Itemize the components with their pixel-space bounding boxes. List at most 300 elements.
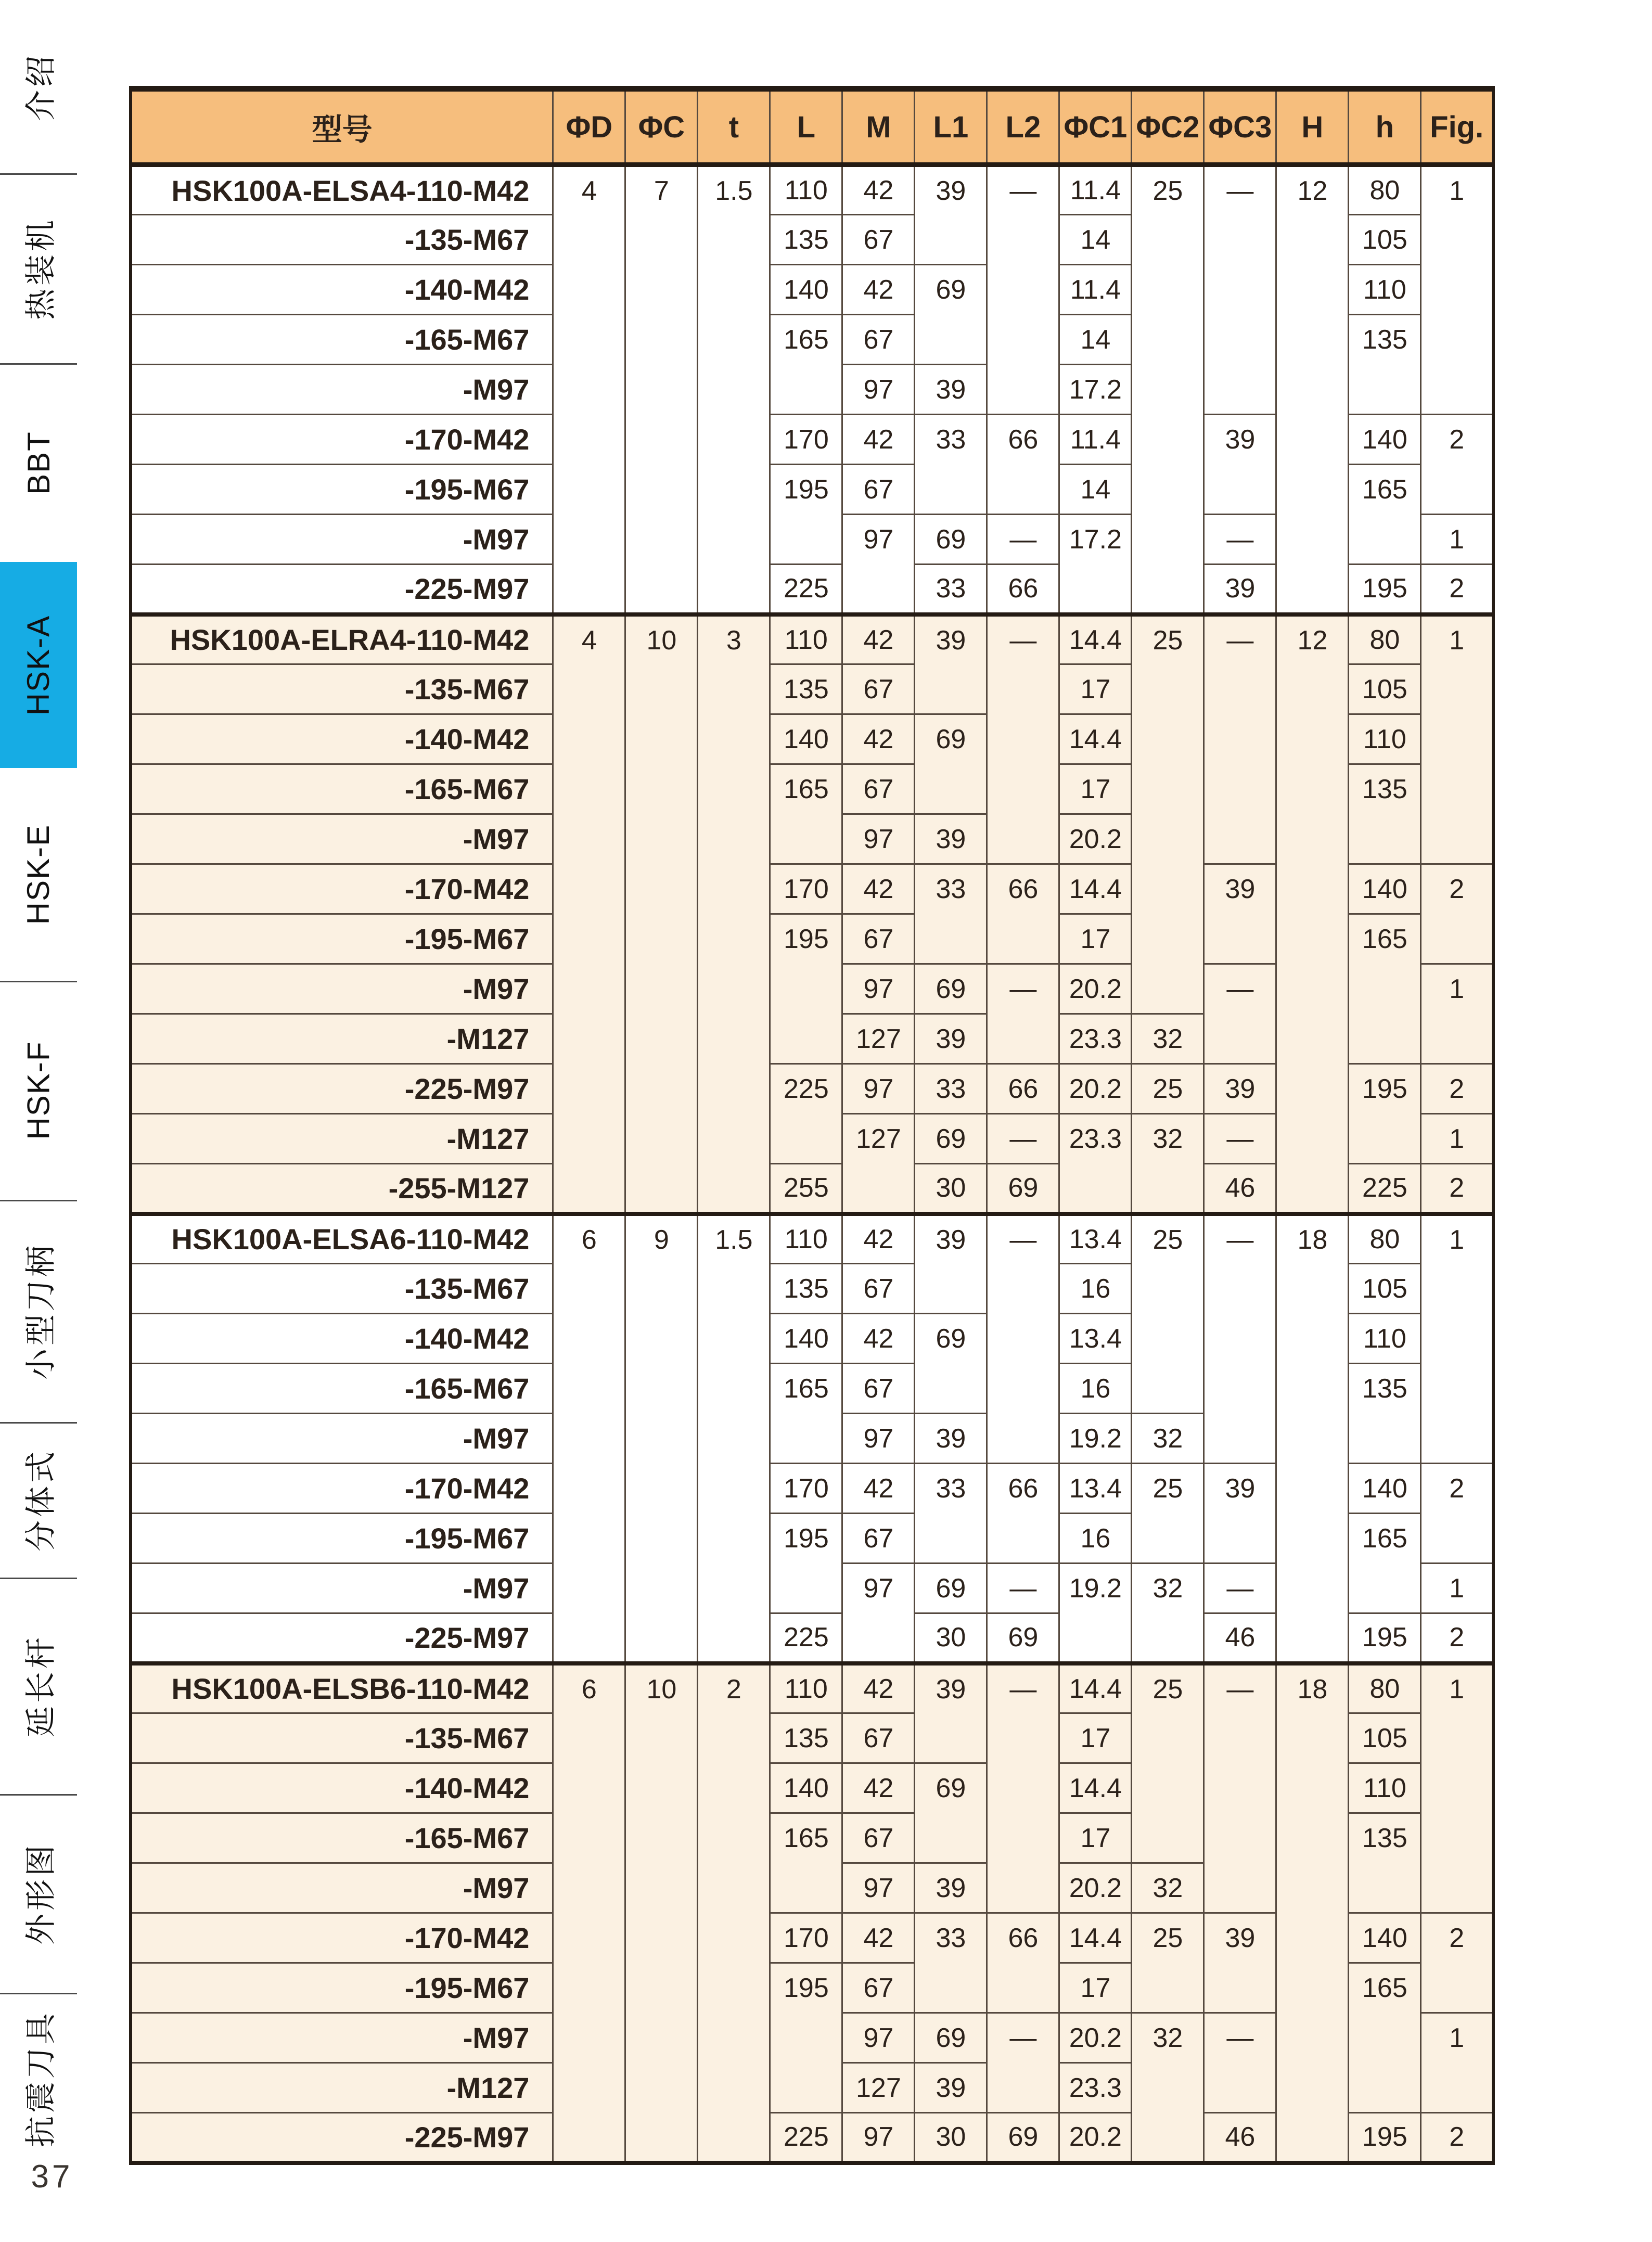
value-cell: — [987, 1114, 1059, 1164]
value-cell: 2 [1421, 415, 1493, 465]
value-cell: 10 [625, 614, 698, 664]
sidebar-item-label: 小型刀柄 [23, 1242, 58, 1380]
value-cell: — [987, 964, 1059, 1014]
value-cell [1276, 1014, 1349, 1064]
value-cell: 110 [770, 614, 842, 664]
value-cell: 9 [625, 1214, 698, 1264]
table-row [131, 415, 1493, 465]
value-cell [625, 1963, 698, 2013]
value-cell [1349, 2063, 1421, 2113]
value-cell: 127 [842, 1114, 915, 1164]
value-cell [987, 1813, 1059, 1863]
value-cell: 18 [1276, 1663, 1349, 1713]
value-cell [625, 1014, 698, 1064]
value-cell: 195 [1349, 565, 1421, 614]
value-cell: 67 [842, 465, 915, 515]
value-cell: 110 [1349, 714, 1421, 764]
value-cell [1132, 565, 1204, 614]
model-cell: -M97 [131, 2013, 553, 2063]
value-cell [625, 1064, 698, 1114]
value-cell [625, 1813, 698, 1863]
value-cell: 10 [625, 1663, 698, 1713]
value-cell [1276, 1763, 1349, 1813]
value-cell: 66 [987, 1913, 1059, 1963]
value-cell: 42 [842, 415, 915, 465]
value-cell: — [1204, 1114, 1276, 1164]
sidebar-item-extension-rods[interactable] [0, 1578, 77, 1796]
value-cell: 11.4 [1059, 415, 1132, 465]
value-cell [1349, 1564, 1421, 1613]
value-cell [553, 465, 625, 515]
model-cell: -135-M67 [131, 1713, 553, 1763]
value-cell: 165 [1349, 1514, 1421, 1564]
value-cell [1204, 1763, 1276, 1813]
value-cell: 39 [915, 1414, 987, 1464]
value-cell [770, 1114, 842, 1164]
value-cell [1059, 1164, 1132, 1214]
table-row [131, 1364, 1493, 1414]
value-cell: 13.4 [1059, 1464, 1132, 1514]
value-cell [1421, 664, 1493, 714]
value-cell: 69 [987, 1613, 1059, 1663]
value-cell: 67 [842, 1713, 915, 1763]
value-cell: — [987, 2013, 1059, 2063]
value-cell [1276, 1114, 1349, 1164]
value-cell [1204, 1414, 1276, 1464]
value-cell: 25 [1132, 1913, 1204, 1963]
table-row [131, 814, 1493, 864]
value-cell [698, 1863, 770, 1913]
value-cell [1204, 814, 1276, 864]
value-cell: 66 [987, 565, 1059, 614]
value-cell: 66 [987, 1464, 1059, 1514]
value-cell: 13.4 [1059, 1214, 1132, 1264]
value-cell: 195 [770, 1963, 842, 2013]
model-cell: -195-M67 [131, 914, 553, 964]
value-cell [1349, 964, 1421, 1014]
model-cell: -165-M67 [131, 1813, 553, 1863]
value-cell [1204, 714, 1276, 764]
value-cell: 25 [1132, 614, 1204, 664]
sidebar [0, 0, 77, 2242]
sidebar-item-label: HSK-A [21, 614, 56, 715]
value-cell: — [1204, 964, 1276, 1014]
value-cell [1204, 1713, 1276, 1763]
value-cell: 97 [842, 964, 915, 1014]
sidebar-item-label: BBT [21, 430, 56, 495]
table-row [131, 1064, 1493, 1114]
value-cell: 14 [1059, 215, 1132, 265]
value-cell: 12 [1276, 165, 1349, 215]
value-cell [698, 1164, 770, 1214]
value-cell: 2 [1421, 1613, 1493, 1663]
value-cell [1276, 814, 1349, 864]
value-cell: 39 [915, 1014, 987, 1064]
value-cell: 66 [987, 1064, 1059, 1114]
value-cell: 1 [1421, 614, 1493, 664]
value-cell [553, 1164, 625, 1214]
value-cell [625, 914, 698, 964]
value-cell [1421, 1713, 1493, 1763]
value-cell: 46 [1204, 1613, 1276, 1663]
value-cell [698, 914, 770, 964]
value-cell [1349, 2013, 1421, 2063]
value-cell [770, 1564, 842, 1613]
table-row [131, 1264, 1493, 1314]
model-cell: -M97 [131, 814, 553, 864]
table-row [131, 1414, 1493, 1464]
model-cell: HSK100A-ELRA4-110-M42 [131, 614, 553, 664]
value-cell: 165 [770, 315, 842, 365]
value-cell [987, 365, 1059, 415]
value-cell: 16 [1059, 1364, 1132, 1414]
model-cell: -170-M42 [131, 1913, 553, 1963]
value-cell [1276, 764, 1349, 814]
value-cell [1204, 1014, 1276, 1064]
value-cell [1132, 515, 1204, 565]
table-row [131, 614, 1493, 664]
value-cell [625, 964, 698, 1014]
value-cell: 135 [770, 664, 842, 714]
value-cell: 80 [1349, 165, 1421, 215]
value-cell [1132, 2063, 1204, 2113]
value-cell [770, 2013, 842, 2063]
column-header: L1 [915, 89, 987, 165]
model-cell: -195-M67 [131, 1963, 553, 2013]
value-cell: 17 [1059, 664, 1132, 714]
value-cell [553, 1514, 625, 1564]
value-cell [1421, 1763, 1493, 1813]
value-cell: 195 [1349, 1064, 1421, 1114]
value-cell [915, 914, 987, 964]
value-cell: 67 [842, 1813, 915, 1863]
value-cell: 42 [842, 1464, 915, 1514]
model-cell: -M97 [131, 1863, 553, 1913]
value-cell [625, 1464, 698, 1514]
value-cell: 25 [1132, 1064, 1204, 1114]
value-cell [1421, 265, 1493, 315]
value-cell [1132, 864, 1204, 914]
value-cell [625, 1514, 698, 1564]
value-cell: 225 [770, 2113, 842, 2163]
value-cell: 39 [1204, 864, 1276, 914]
header-row [131, 89, 1493, 165]
value-cell [1276, 415, 1349, 465]
value-cell [553, 1364, 625, 1414]
value-cell: 110 [770, 1214, 842, 1264]
value-cell: — [1204, 1564, 1276, 1613]
value-cell: 25 [1132, 1663, 1204, 1713]
value-cell [770, 365, 842, 415]
model-cell: -170-M42 [131, 1464, 553, 1514]
table-row [131, 1114, 1493, 1164]
value-cell: 42 [842, 864, 915, 914]
value-cell [698, 1314, 770, 1364]
sidebar-item-hsk-a-active[interactable] [0, 562, 77, 768]
value-cell [553, 215, 625, 265]
value-cell [1421, 2063, 1493, 2113]
value-cell: 12 [1276, 614, 1349, 664]
value-cell [1132, 664, 1204, 714]
model-cell: -195-M67 [131, 465, 553, 515]
sidebar-item-shrink-machine[interactable] [0, 173, 77, 365]
value-cell: 225 [1349, 1164, 1421, 1214]
value-cell [698, 215, 770, 265]
value-cell [1421, 1514, 1493, 1564]
value-cell [625, 315, 698, 365]
value-cell [625, 2113, 698, 2163]
value-cell [1132, 1713, 1204, 1763]
value-cell: — [1204, 2013, 1276, 2063]
table-row [131, 1713, 1493, 1763]
value-cell [1132, 1314, 1204, 1364]
value-cell [625, 2013, 698, 2063]
value-cell [1421, 1314, 1493, 1364]
value-cell [553, 2063, 625, 2113]
value-cell: — [987, 614, 1059, 664]
value-cell: — [987, 1663, 1059, 1713]
value-cell: 110 [1349, 1763, 1421, 1813]
value-cell [553, 764, 625, 814]
column-header: H [1276, 89, 1349, 165]
value-cell: 16 [1059, 1264, 1132, 1314]
value-cell [915, 664, 987, 714]
value-cell [1204, 1364, 1276, 1414]
value-cell [698, 1464, 770, 1514]
value-cell [987, 914, 1059, 964]
value-cell: 39 [915, 1214, 987, 1264]
value-cell: 97 [842, 814, 915, 864]
model-cell: -M127 [131, 1114, 553, 1164]
value-cell [1132, 1364, 1204, 1414]
value-cell [1421, 215, 1493, 265]
model-cell: -225-M97 [131, 2113, 553, 2163]
value-cell [553, 515, 625, 565]
value-cell [1276, 2063, 1349, 2113]
sidebar-item-intro[interactable] [0, 0, 77, 175]
model-cell: -170-M42 [131, 415, 553, 465]
value-cell: 39 [915, 1663, 987, 1713]
value-cell [987, 2063, 1059, 2113]
value-cell: 66 [987, 415, 1059, 465]
table-row [131, 1014, 1493, 1064]
value-cell: 42 [842, 1214, 915, 1264]
value-cell [1421, 315, 1493, 365]
value-cell: 1 [1421, 1114, 1493, 1164]
value-cell [553, 265, 625, 315]
column-header: 型号 [131, 89, 553, 165]
value-cell [987, 1414, 1059, 1464]
column-header: ΦC [625, 89, 698, 165]
column-header: ΦC3 [1204, 89, 1276, 165]
value-cell [698, 764, 770, 814]
value-cell [553, 1713, 625, 1763]
value-cell [698, 315, 770, 365]
model-cell: -140-M42 [131, 265, 553, 315]
value-cell [698, 1913, 770, 1963]
value-cell: 14.4 [1059, 1913, 1132, 1963]
value-cell: 11.4 [1059, 165, 1132, 215]
value-cell [625, 1314, 698, 1364]
value-cell [1349, 1114, 1421, 1164]
value-cell: 39 [915, 2063, 987, 2113]
value-cell: 39 [1204, 1913, 1276, 1963]
table-row [131, 165, 1493, 215]
value-cell [1204, 1314, 1276, 1364]
value-cell: 135 [1349, 764, 1421, 814]
value-cell: 69 [915, 515, 987, 565]
value-cell [1204, 2063, 1276, 2113]
value-cell: 2 [1421, 864, 1493, 914]
value-cell: 110 [770, 1663, 842, 1713]
value-cell: 67 [842, 315, 915, 365]
value-cell [1204, 914, 1276, 964]
value-cell [770, 1863, 842, 1913]
value-cell: 3 [698, 614, 770, 664]
value-cell: 1 [1421, 1214, 1493, 1264]
column-header: ΦC1 [1059, 89, 1132, 165]
value-cell [1276, 1613, 1349, 1663]
value-cell: 110 [1349, 265, 1421, 315]
value-cell: 69 [915, 714, 987, 764]
value-cell: 195 [770, 914, 842, 964]
value-cell [698, 1364, 770, 1414]
value-cell [1421, 1014, 1493, 1064]
spec-table [129, 86, 1495, 2165]
value-cell [1276, 1813, 1349, 1863]
table-row [131, 864, 1493, 914]
model-cell: -135-M67 [131, 215, 553, 265]
value-cell [987, 1863, 1059, 1913]
value-cell [625, 1863, 698, 1913]
value-cell [553, 714, 625, 764]
value-cell [553, 1464, 625, 1514]
value-cell [1132, 465, 1204, 515]
value-cell [987, 1014, 1059, 1064]
value-cell: 170 [770, 1464, 842, 1514]
value-cell [1059, 1613, 1132, 1663]
value-cell [1276, 864, 1349, 914]
value-cell [1204, 265, 1276, 315]
value-cell: 42 [842, 1763, 915, 1813]
table-row [131, 764, 1493, 814]
table-row [131, 914, 1493, 964]
value-cell [1421, 914, 1493, 964]
value-cell: 105 [1349, 215, 1421, 265]
value-cell: 135 [770, 1713, 842, 1763]
value-cell [553, 315, 625, 365]
value-cell [1276, 2113, 1349, 2163]
value-cell: 20.2 [1059, 1064, 1132, 1114]
value-cell [625, 664, 698, 714]
value-cell: 69 [915, 1114, 987, 1164]
table-row [131, 2013, 1493, 2063]
sidebar-item-split-type[interactable] [0, 1422, 77, 1579]
value-cell: 170 [770, 415, 842, 465]
sidebar-item-hsk-f[interactable] [0, 981, 77, 1201]
value-cell [698, 1613, 770, 1663]
value-cell [1421, 1264, 1493, 1314]
value-cell [1276, 515, 1349, 565]
value-cell [987, 1364, 1059, 1414]
value-cell: 7 [625, 165, 698, 215]
model-cell: HSK100A-ELSA4-110-M42 [131, 165, 553, 215]
value-cell [553, 2013, 625, 2063]
value-cell: 195 [1349, 1613, 1421, 1663]
value-cell: 140 [1349, 864, 1421, 914]
sidebar-item-small-holders[interactable] [0, 1200, 77, 1424]
value-cell [1204, 664, 1276, 714]
sidebar-item-anti-vibration[interactable] [0, 1993, 77, 2164]
value-cell: 42 [842, 1314, 915, 1364]
value-cell: 19.2 [1059, 1564, 1132, 1613]
value-cell: 4 [553, 165, 625, 215]
value-cell [698, 2113, 770, 2163]
value-cell [553, 2113, 625, 2163]
value-cell [553, 914, 625, 964]
value-cell: 69 [915, 964, 987, 1014]
value-cell [553, 1014, 625, 1064]
value-cell: 170 [770, 1913, 842, 1963]
sidebar-item-hsk-e[interactable] [0, 768, 77, 982]
value-cell [553, 1314, 625, 1364]
value-cell [987, 315, 1059, 365]
value-cell [842, 1164, 915, 1214]
value-cell: 140 [1349, 1913, 1421, 1963]
sidebar-item-outline-drawings[interactable] [0, 1794, 77, 1994]
value-cell [1132, 1264, 1204, 1314]
value-cell [1132, 1613, 1204, 1663]
value-cell: 42 [842, 614, 915, 664]
value-cell: 39 [915, 165, 987, 215]
value-cell [1421, 365, 1493, 415]
value-cell [625, 515, 698, 565]
value-cell [698, 1114, 770, 1164]
value-cell: 225 [770, 1064, 842, 1114]
value-cell [698, 1514, 770, 1564]
value-cell: 18 [1276, 1214, 1349, 1264]
value-cell [698, 265, 770, 315]
value-cell: 140 [1349, 1464, 1421, 1514]
value-cell: 4 [553, 614, 625, 664]
value-cell: 17 [1059, 1813, 1132, 1863]
value-cell [1276, 1963, 1349, 2013]
sidebar-item-label: 抗震刀具 [23, 2010, 58, 2147]
value-cell: 33 [915, 1913, 987, 1963]
table-row [131, 265, 1493, 315]
sidebar-item-label: 延长杆 [23, 1634, 58, 1737]
value-cell [1132, 1813, 1204, 1863]
table-row [131, 365, 1493, 415]
sidebar-item-label: 介绍 [23, 52, 58, 121]
value-cell: 2 [1421, 1913, 1493, 1963]
value-cell [770, 1014, 842, 1064]
value-cell [770, 515, 842, 565]
table-row [131, 465, 1493, 515]
value-cell: 2 [698, 1663, 770, 1713]
value-cell [1421, 1813, 1493, 1863]
value-cell [1276, 914, 1349, 964]
table-row [131, 1963, 1493, 2013]
model-cell: -M97 [131, 365, 553, 415]
value-cell [1421, 465, 1493, 515]
sidebar-item-bbt[interactable] [0, 363, 77, 562]
value-cell [625, 1264, 698, 1314]
value-cell: 165 [1349, 1963, 1421, 2013]
value-cell: 20.2 [1059, 2013, 1132, 2063]
value-cell [1132, 1963, 1204, 2013]
value-cell [1132, 2113, 1204, 2163]
